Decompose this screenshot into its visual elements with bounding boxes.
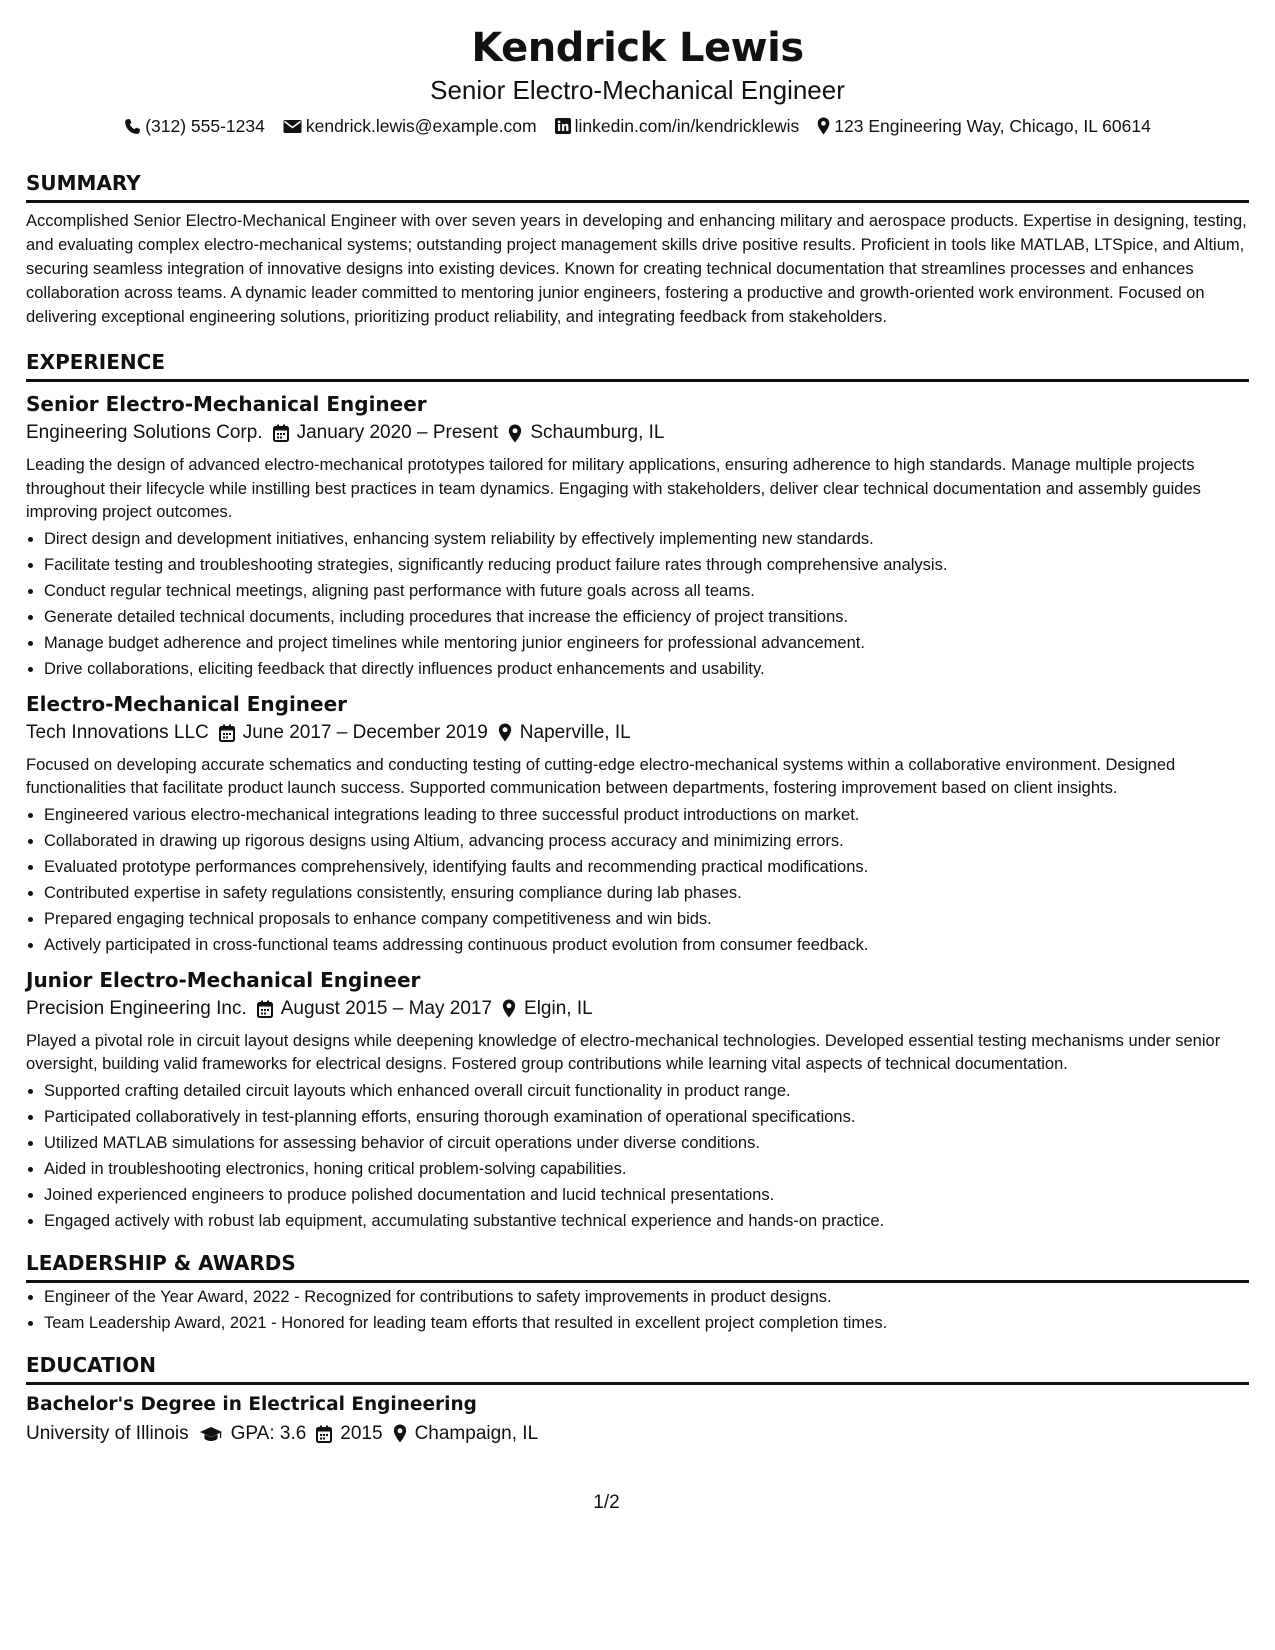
gpa-text: GPA: 3.6 xyxy=(230,1422,307,1444)
bullet-item: • Direct design and development initiatives, enhancing system reliability by effectively implementing new standards. xyxy=(44,526,1249,552)
job-dates xyxy=(219,718,488,748)
map-marker-icon xyxy=(498,723,512,742)
job-description: Played a pivotal role in circuit layout designs while deepening knowledge of electro-mechanical technologies. Developed essential testing mechanisms under senior oversight, building valid frameworks for electrical designs. Fostered group contributions while learning vital aspects of technical documentation. xyxy=(26,1031,1221,1073)
job-title: Junior Electro-Mechanical Engineer xyxy=(26,967,421,992)
bullet-item: • Conduct regular technical meetings, aligning past performance with future goals across all teams. xyxy=(44,578,1249,604)
award-item: • Team Leadership Award, 2021 - Honored for leading team efforts that resulted in excellent project completion times. xyxy=(44,1310,1249,1336)
education-meta xyxy=(26,1419,1249,1449)
linkedin-link[interactable]: linkedin.com/in/kendricklewis xyxy=(574,116,800,136)
company-name: Engineering Solutions Corp. xyxy=(26,422,263,443)
experience-heading: EXPERIENCE xyxy=(26,349,1249,382)
bullet-item: • Facilitate testing and troubleshooting strategies, significantly reducing product failure rates through comprehensive analysis. xyxy=(44,552,1249,578)
job-entry xyxy=(26,390,1249,682)
award-item: • Engineer of the Year Award, 2022 - Recognized for contributions to safety improvements in product designs. xyxy=(44,1284,1249,1310)
company-name: Tech Innovations LLC xyxy=(26,721,209,743)
job-meta xyxy=(26,418,1249,448)
education-location xyxy=(393,1419,539,1449)
education-location-text: Champaign, IL xyxy=(414,1422,539,1444)
bullet-item: • Drive collaborations, eliciting feedback that directly influences product enhancements and usability. xyxy=(44,656,1249,682)
contact-phone xyxy=(124,114,265,138)
contact-address xyxy=(817,114,1151,138)
dates-text: June 2017 – December 2019 xyxy=(242,721,488,743)
calendar-icon xyxy=(273,424,289,442)
dates-text: January 2020 – Present xyxy=(296,422,499,443)
year-text: 2015 xyxy=(340,1422,383,1444)
degree-title: Bachelor's Degree in Electrical Engineering xyxy=(26,1393,477,1415)
job-bullets xyxy=(26,526,1249,682)
contact-bar xyxy=(26,114,1249,138)
job-meta xyxy=(26,994,1249,1024)
dates-text: August 2015 – May 2017 xyxy=(280,997,493,1019)
bullet-item: • Prepared engaging technical proposals to enhance company competitiveness and win bids. xyxy=(44,906,1249,932)
bullet-item: • Aided in troubleshooting electronics, honing critical problem-solving capabilities. xyxy=(44,1156,1249,1182)
page-number: 1/2 xyxy=(593,1492,620,1513)
job-location xyxy=(508,418,664,448)
envelope-icon xyxy=(283,119,302,134)
email-link[interactable]: kendrick.lewis@example.com xyxy=(305,116,537,136)
education-section xyxy=(26,1352,1249,1449)
candidate-name: Kendrick Lewis xyxy=(471,25,804,71)
bullet-item: • Participated collaboratively in test-planning efforts, ensuring thorough examination of operational specifications. xyxy=(44,1104,1249,1130)
job-bullets xyxy=(26,802,1249,958)
bullet-item: • Engaged actively with robust lab equipment, accumulating substantive technical experience and hands-on practice. xyxy=(44,1208,1249,1234)
education-heading: EDUCATION xyxy=(26,1352,1249,1385)
job-location xyxy=(502,994,593,1024)
contact-email[interactable] xyxy=(283,114,537,138)
bullet-item: • Generate detailed technical documents, including procedures that increase the efficiency of project transitions. xyxy=(44,604,1249,630)
education-year xyxy=(316,1419,382,1449)
job-bullets xyxy=(26,1078,1249,1234)
bullet-item: • Utilized MATLAB simulations for assessing behavior of circuit operations under diverse conditions. xyxy=(44,1130,1249,1156)
map-marker-icon xyxy=(508,424,522,443)
contact-linkedin[interactable] xyxy=(555,114,800,138)
graduation-cap-icon xyxy=(199,1426,223,1442)
awards-list xyxy=(26,1284,1249,1336)
job-dates xyxy=(257,994,492,1024)
bullet-item: • Actively participated in cross-functional teams addressing continuous product evolution from consumer feedback. xyxy=(44,932,1249,958)
address-text: 123 Engineering Way, Chicago, IL 60614 xyxy=(834,116,1151,136)
job-location xyxy=(498,718,631,748)
school-name: University of Illinois xyxy=(26,1422,189,1444)
job-dates xyxy=(273,418,499,448)
job-title: Electro-Mechanical Engineer xyxy=(26,691,348,716)
experience-section xyxy=(26,349,1249,1234)
map-marker-icon xyxy=(393,1424,407,1443)
job-list xyxy=(26,390,1249,1234)
summary-text: Accomplished Senior Electro-Mechanical Engineer with over seven years in developing and enhancing military and aerospace products. Expertise in designing, testing, and evaluating complex electro-mechanical systems; outstanding project management skills drive positive results. Proficient in tools like MATLAB, LTSpice, and Altium, securing seamless integration of innovative designs into existing devices. Known for creating technical documentation that streamlines processes and enhances collaboration across teams. A dynamic leader committed to mentoring junior engineers, fostering a productive and growth-oriented work environment. Focused on delivering exceptional engineering solutions, prioritizing product reliability, and integrating feedback from stakeholders. xyxy=(26,212,1247,326)
summary-heading: SUMMARY xyxy=(26,170,1249,203)
map-marker-icon xyxy=(502,999,516,1018)
job-title: Senior Electro-Mechanical Engineer xyxy=(26,392,427,416)
phone-icon xyxy=(124,118,141,135)
bullet-item: • Supported crafting detailed circuit layouts which enhanced overall circuit functionality in product range. xyxy=(44,1078,1249,1104)
summary-section xyxy=(26,170,1249,329)
bullet-item: • Contributed expertise in safety regulations consistently, ensuring compliance during lab phases. xyxy=(44,880,1249,906)
awards-section xyxy=(26,1250,1249,1336)
bullet-item: • Joined experienced engineers to produce polished documentation and lucid technical presentations. xyxy=(44,1182,1249,1208)
map-marker-icon xyxy=(817,117,830,135)
awards-heading: LEADERSHIP & AWARDS xyxy=(26,1250,1249,1283)
bullet-item: • Evaluated prototype performances comprehensively, identifying faults and recommending practical modifications. xyxy=(44,854,1249,880)
phone-text: (312) 555-1234 xyxy=(145,116,265,136)
location-text: Elgin, IL xyxy=(524,997,593,1019)
job-meta xyxy=(26,718,1249,748)
calendar-icon xyxy=(316,1425,332,1443)
location-text: Schaumburg, IL xyxy=(530,422,665,443)
bullet-item: • Engineered various electro-mechanical integrations leading to three successful product introductions on market. xyxy=(44,802,1249,828)
job-description: Leading the design of advanced electro-mechanical prototypes tailored for military applications, ensuring adherence to high standards. Manage multiple projects throughout their lifecycle while instilling best practices in team dynamics. Engaging with stakeholders, deliver clear technical documentation and assembly guides improving project outcomes. xyxy=(26,456,1201,521)
resume-page xyxy=(26,22,1249,1449)
job-entry xyxy=(26,966,1249,1234)
job-entry xyxy=(26,690,1249,958)
calendar-icon xyxy=(219,724,235,742)
linkedin-icon xyxy=(555,118,571,134)
candidate-title: Senior Electro-Mechanical Engineer xyxy=(430,75,845,105)
job-description: Focused on developing accurate schematics and conducting testing of cutting-edge electro-mechanical systems within a collaborative environment. Designed functionalities that facilitate product launch success. Supported communication between departments, fostering improvement based on client insights. xyxy=(26,755,1176,797)
bullet-item: • Collaborated in drawing up rigorous designs using Altium, advancing process accuracy and minimizing errors. xyxy=(44,828,1249,854)
bullet-item: • Manage budget adherence and project timelines while mentoring junior engineers for professional advancement. xyxy=(44,630,1249,656)
calendar-icon xyxy=(257,1000,273,1018)
location-text: Naperville, IL xyxy=(519,721,631,743)
company-name: Precision Engineering Inc. xyxy=(26,997,247,1019)
education-gpa xyxy=(199,1419,307,1449)
